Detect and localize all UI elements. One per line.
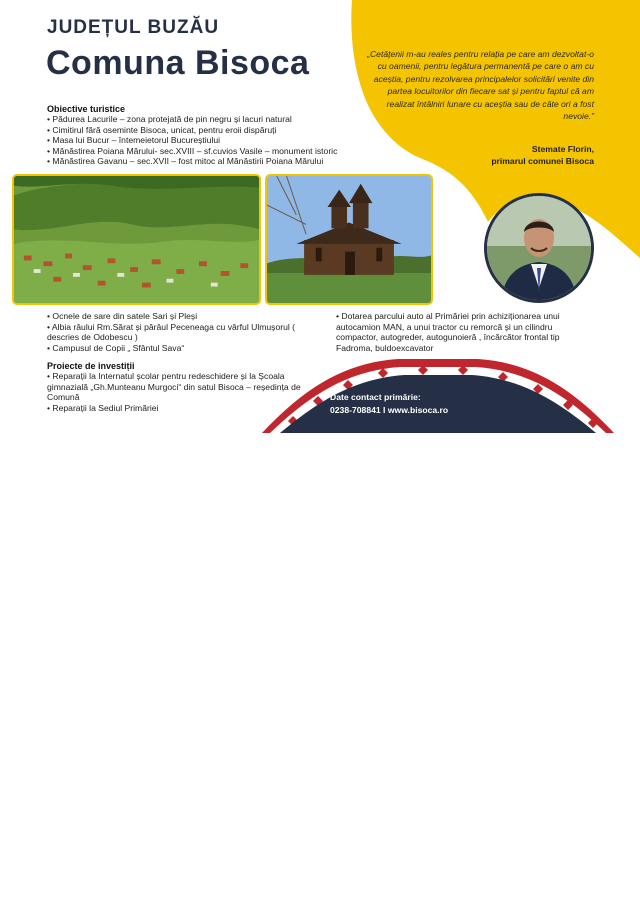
commune-title: Comuna Bisoca (46, 44, 310, 82)
contact-banner (258, 355, 620, 435)
church-image (267, 176, 431, 303)
list-item: • Mănăstirea Poiana Mărului- sec.XVIII – sf.cuvios Vasile – monument istoric (47, 146, 377, 157)
mayor-role: primarul comunei Bisoca (491, 156, 594, 167)
list-item: • Reparații la Internatul școlar pentru redeschidere și la Școala gimnazială „Gh.Munteanu Murgoci“ din satul Bisoca – reședința de Comună (47, 371, 307, 403)
fleet-list (336, 311, 594, 353)
list-item: • Dotarea parcului auto al Primăriei prin achiziționarea unui autocamion MAN, a unui tractor cu remorcă și un cilindru compactor, autogreder, autogunoieră , încărcător frontal tip Fadroma, buldoexcavator (336, 311, 594, 353)
mayor-avatar (484, 193, 594, 303)
list-item: • Masa lui Bucur – întemeietorul Bucureștiului (47, 135, 377, 146)
list-item: • Campusul de Copii „ Sfântul Sava“ (47, 343, 327, 354)
list-item: • Albia râului Rm.Sărat și pârâul Peceneaga cu vârful Ulmușorul ( descries de Odobescu ) (47, 322, 327, 343)
investments-title: Proiecte de investiții (47, 361, 135, 371)
county-title: JUDEȚUL BUZĂU (47, 17, 220, 38)
tourism-title: Obiective turistice (47, 104, 126, 114)
tourism-section (47, 104, 377, 167)
landscape-image (14, 176, 259, 303)
church-photo (265, 174, 433, 305)
list-item: • Pădurea Lacurile – zona protejată de pin negru și lacuri natural (47, 114, 377, 125)
list-item: • Cimitirul fără oseminte Bisoca, unicat, pentru eroii dispăruți (47, 125, 377, 136)
list-item: • Ocnele de sare din satele Sari și Pleși (47, 311, 327, 322)
contact-label: Date contact primărie: (330, 392, 421, 402)
mayor-name: Stemate Florin, (531, 144, 594, 154)
contact-value: 0238-708841 I www.bisoca.ro (330, 405, 449, 415)
tourism-list (47, 114, 377, 167)
list-item: • Mănăstirea Gavanu – sec.XVII – fost mitoc al Mănăstirii Poiana Mărului (47, 156, 377, 167)
mayor-quote: „Cetățenii m-au reales pentru relația pe care am dezvoltat-o cu oamenii, pentru legătura permanentă pe care o am cu aceștia, pentru rezolvarea principalelor solicitări venite din partea locuitorilor din fiecare sat și pentru faptul că am realizat întâlniri lunare cu aceștia sau de câte ori a fost nevoie.” (367, 49, 594, 122)
landscape-photo (12, 174, 261, 305)
tourism-list-more (47, 311, 327, 353)
mayor-portrait (487, 196, 591, 300)
list-item: • Reparații la Sediul Primăriei (47, 403, 307, 414)
mayor-signature (420, 143, 594, 168)
